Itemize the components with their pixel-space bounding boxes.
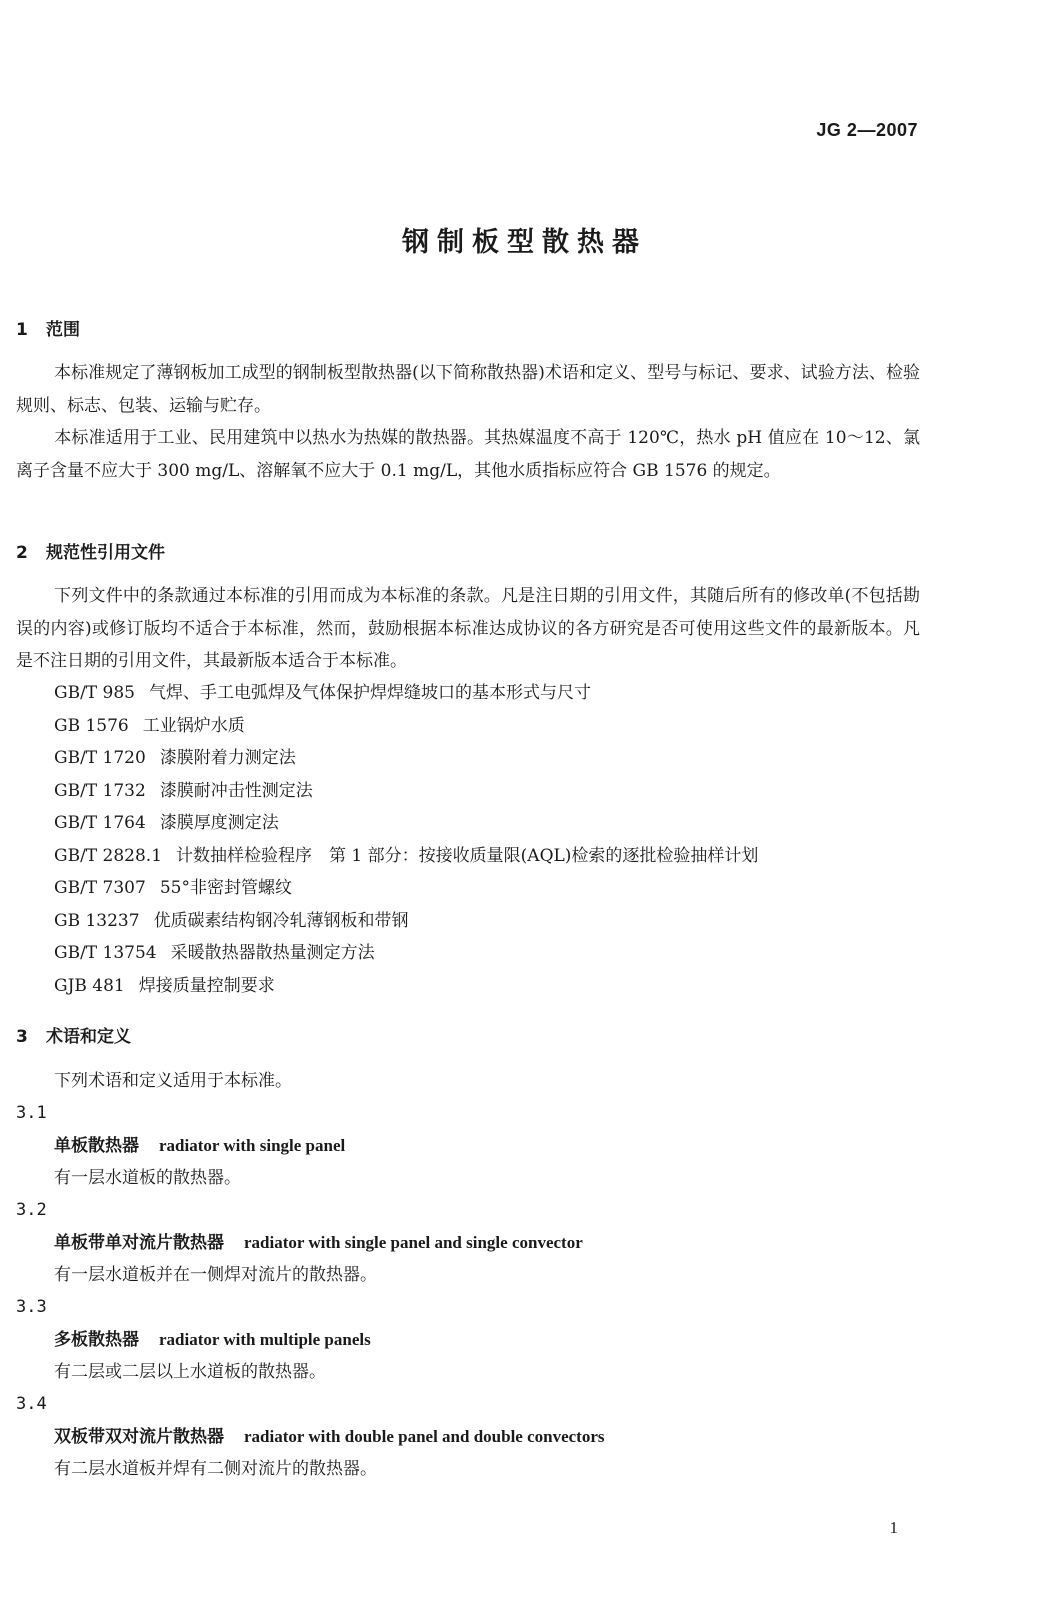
term-zh: 单板带单对流片散热器 xyxy=(54,1233,224,1253)
standard-code: JG 2—2007 xyxy=(816,120,918,140)
term-heading xyxy=(54,1421,605,1453)
terms-intro: 下列术语和定义适用于本标准。 xyxy=(54,1071,292,1091)
reference-code: GB/T 13754 xyxy=(54,943,157,963)
reference-item xyxy=(54,970,924,1003)
reference-item xyxy=(54,710,924,743)
clause-number: 3.4 xyxy=(16,1394,47,1414)
reference-code: GB/T 1764 xyxy=(54,813,146,833)
reference-title: 漆膜厚度测定法 xyxy=(159,813,279,833)
term-definition: 有一层水道板的散热器。 xyxy=(54,1168,241,1188)
section-heading-normative-references xyxy=(16,538,165,563)
section-number: 3 xyxy=(16,1027,28,1047)
reference-title: 焊接质量控制要求 xyxy=(138,975,275,996)
term-heading xyxy=(54,1130,345,1162)
reference-code: GB/T 1720 xyxy=(54,748,146,768)
reference-title: 采暖散热器散热量测定方法 xyxy=(170,943,375,963)
reference-item xyxy=(54,937,924,970)
clause-number: 3.2 xyxy=(16,1200,47,1220)
term-definition: 有二层或二层以上水道板的散热器。 xyxy=(54,1362,326,1382)
reference-title: 55°非密封管螺纹 xyxy=(159,878,292,898)
reference-item xyxy=(54,905,924,938)
reference-item xyxy=(54,807,924,840)
reference-title: 漆膜附着力测定法 xyxy=(159,748,296,768)
term-en: radiator with single panel and single convector xyxy=(244,1233,583,1252)
paragraph-text: 本标准规定了薄钢板加工成型的钢制板型散热器(以下简称散热器)术语和定义、型号与标记、要求、试验方法、检验规则、标志、包装、运输与贮存。 xyxy=(16,363,920,416)
term-definition: 有二层水道板并焊有二侧对流片的散热器。 xyxy=(54,1459,377,1479)
reference-item xyxy=(54,872,924,905)
term-heading xyxy=(54,1227,583,1259)
reference-code: GJB 481 xyxy=(54,975,125,996)
clause-number: 3.1 xyxy=(16,1103,47,1123)
references-intro-paragraph xyxy=(16,580,920,678)
section-heading-terms xyxy=(16,1022,131,1047)
reference-title: 工业锅炉水质 xyxy=(142,715,245,736)
section-number: 2 xyxy=(16,543,28,563)
document-title: 钢制板型散热器 xyxy=(402,227,647,258)
term-en: radiator with single panel xyxy=(159,1136,346,1155)
term-definition: 有一层水道板并在一侧焊对流片的散热器。 xyxy=(54,1265,377,1285)
reference-item xyxy=(54,775,924,808)
term-en: radiator with double panel and double convectors xyxy=(244,1427,605,1446)
reference-title: 气焊、手工电弧焊及气体保护焊焊缝坡口的基本形式与尺寸 xyxy=(149,683,591,703)
paragraph-text: 本标准适用于工业、民用建筑中以热水为热媒的散热器。其热媒温度不高于 120℃，热水 pH 值应在 10～12、氯离子含量不应大于 300 mg/L、溶解氧不应大于 0.1 mg/L，其他水质指标应符合 GB 1576 的规定。 xyxy=(16,428,920,481)
reference-item xyxy=(54,840,924,873)
term-zh: 单板散热器 xyxy=(54,1136,139,1156)
clause-number: 3.3 xyxy=(16,1297,47,1317)
reference-code: GB/T 985 xyxy=(54,683,135,703)
reference-item xyxy=(54,677,924,710)
reference-code: GB/T 1732 xyxy=(54,780,146,801)
scope-paragraph-2 xyxy=(16,422,920,487)
reference-code: GB/T 2828.1 xyxy=(54,845,163,866)
term-en: radiator with multiple panels xyxy=(159,1330,371,1349)
term-heading xyxy=(54,1324,371,1356)
reference-title: 漆膜耐冲击性测定法 xyxy=(159,780,313,801)
reference-title: 计数抽样检验程序 第 1 部分：按接收质量限(AQL)检索的逐批检验抽样计划 xyxy=(176,845,759,866)
section-title: 范围 xyxy=(46,320,80,340)
section-heading-scope xyxy=(16,315,80,340)
page-number: 1 xyxy=(889,1518,898,1537)
paragraph-text: 下列文件中的条款通过本标准的引用而成为本标准的条款。凡是注日期的引用文件，其随后所有的修改单(不包括勘误的内容)或修订版均不适合于本标准，然而，鼓励根据本标准达成协议的各方研究是否可使用这些文件的最新版本。凡是不注日期的引用文件，其最新版本适合于本标准。 xyxy=(16,586,920,671)
section-number: 1 xyxy=(16,320,28,340)
reference-code: GB/T 7307 xyxy=(54,878,146,898)
reference-code: GB 1576 xyxy=(54,715,129,736)
section-title: 术语和定义 xyxy=(46,1027,131,1047)
reference-code: GB 13237 xyxy=(54,910,140,931)
reference-item xyxy=(54,742,924,775)
term-zh: 多板散热器 xyxy=(54,1330,139,1350)
term-zh: 双板带双对流片散热器 xyxy=(54,1427,224,1447)
section-title: 规范性引用文件 xyxy=(46,543,165,563)
reference-list xyxy=(54,677,924,1002)
reference-title: 优质碳素结构钢冷轧薄钢板和带钢 xyxy=(153,910,409,931)
scope-paragraph-1 xyxy=(16,357,920,422)
